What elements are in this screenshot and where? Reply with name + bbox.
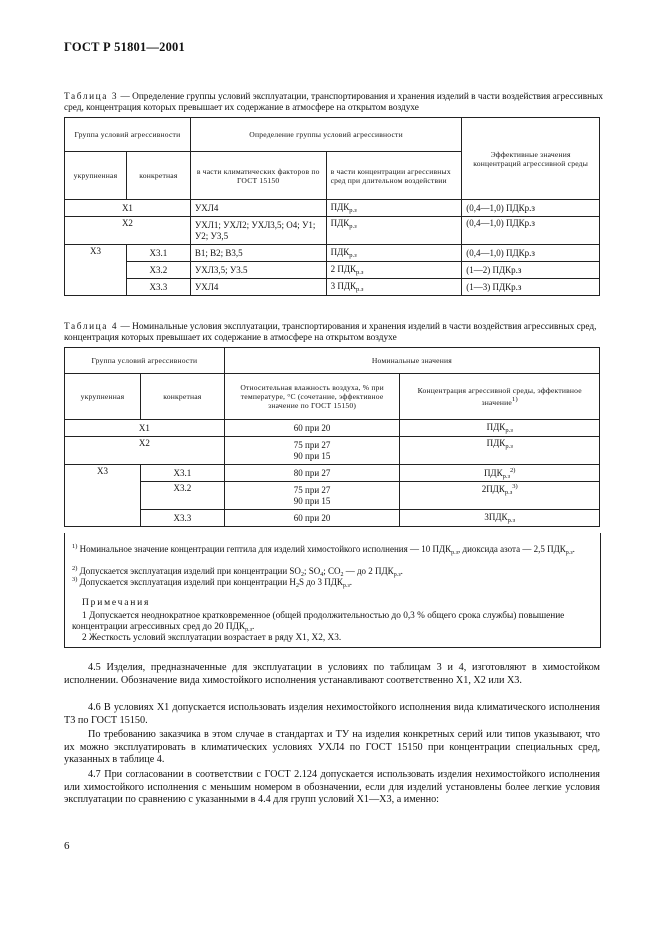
t4-specific-cell: Х3.1	[140, 465, 224, 482]
t4-header-concentration: Концентрация агрессивной среды, эффективное значение1)	[400, 374, 600, 420]
t4-conc-cell: $ПДК_{р.з}$	[400, 437, 600, 465]
table-row	[65, 262, 600, 279]
footnote-3: $^{3)}$ Допускается эксплуатация изделий при концентрации $H_2S$ до 3 $ПДК_{р.з}$.	[72, 576, 353, 589]
t3-eff-cell: (0,4—1,0) ПДКр.з	[462, 200, 600, 217]
t3-header-concentration: в части концентрации агрессивных сред при длительном воздействии	[326, 152, 462, 200]
footnote-2: $^{2)}$ Допускается эксплуатация изделий при концентрации $SO_2$; $SO_4$; $CO_2$ — до 2 $ПДК_{р.з}$.	[72, 565, 403, 578]
t3-group-cell: Х3	[65, 245, 127, 296]
table3	[64, 117, 600, 296]
t3-header-definition: Определение группы условий агрессивности	[190, 118, 461, 152]
table4-label: Таблица 4	[64, 322, 119, 332]
t3-specific-cell: Х3.3	[126, 279, 190, 296]
t3-conc-cell: $ПДК_{р.з}$	[326, 217, 462, 245]
t4-humidity-cell: 80 при 27	[224, 465, 400, 482]
note-2: 2 Жесткость условий эксплуатации возрастает в ряду Х1, Х2, Х3.	[82, 633, 342, 643]
table4	[64, 347, 600, 527]
table-row	[65, 279, 600, 296]
table3-caption: Таблица 3 — Определение группы условий эксплуатации, транспортирования и хранения изделий в части воздействия агрессивных сред, концентрация которых превышает их содержание в атмосфере на открытом воздухе	[64, 92, 604, 114]
t4-header-group: Группа условий агрессивности	[65, 348, 225, 374]
t3-climate-cell: УХЛ1; УХЛ2; УХЛ3,5; О4; У1; У2; У3,5	[190, 217, 326, 245]
table4-caption: Таблица 4 — Номинальные условия эксплуатации, транспортирования и хранения изделий в части воздействия агрессивных сред, концентрация которых превышает их содержание в атмосфере на открытом воздухе	[64, 322, 597, 344]
table-row	[65, 482, 600, 510]
t3-header-enlarged: укрупненная	[65, 152, 127, 200]
t4-humidity-cell: 75 при 27 90 при 15	[224, 437, 400, 465]
t3-group-cell: Х1	[65, 200, 191, 217]
t3-conc-cell: $ПДК_{р.з}$	[326, 245, 462, 262]
table-row	[65, 200, 600, 217]
t3-eff-cell: (1—2) ПДКр.з	[462, 262, 600, 279]
page-number: 6	[64, 840, 70, 852]
t4-header-specific: конкретная	[140, 374, 224, 420]
t4-group-cell: Х2	[65, 437, 225, 465]
t3-eff-cell: (0,4—1,0) ПДКр.з	[462, 245, 600, 262]
t4-humidity-cell: 75 при 27 90 при 15	[224, 482, 400, 510]
t3-conc-cell: $ПДК_{р.з}$	[326, 200, 462, 217]
t3-climate-cell: УХЛ4	[190, 279, 326, 296]
table-row	[65, 437, 600, 465]
t3-climate-cell: УХЛ3,5; У3.5	[190, 262, 326, 279]
t4-conc-cell: $2ПДК_{р.з}^{3)}$	[400, 482, 600, 510]
t4-humidity-cell: 60 при 20	[224, 420, 400, 437]
table3-label: Таблица 3	[64, 92, 119, 102]
t3-climate-cell: В1; В2; В3,5	[190, 245, 326, 262]
table-row	[65, 245, 600, 262]
table-row	[65, 465, 600, 482]
t4-conc-cell: $3ПДК_{р.з}$	[400, 510, 600, 527]
note-1: 1 Допускается неоднократное кратковременное (общей продолжительностью до 0,3 % общего срока службы) повышение концентрации агрессивных сред до 20 $ПДК_{р.з}$.	[72, 611, 565, 633]
footnote-1: $^{1)}$ Номинальное значение концентрации гептила для изделий химостойкого исполнения — 10 $ПДК_{р.з}$, диоксида азота — 2,5 $ПДК_{р.з}$.	[72, 543, 575, 556]
t4-group-cell: Х1	[65, 420, 225, 437]
table-row	[65, 420, 600, 437]
t3-header-group: Группа условий агрессивности	[65, 118, 191, 152]
t3-group-cell: Х2	[65, 217, 191, 245]
notes-title: Примечания	[82, 598, 151, 608]
t3-eff-cell: (1—3) ПДКр.з	[462, 279, 600, 296]
table-row	[65, 217, 600, 245]
t3-header-climate: в части климатических факторов по ГОСТ 15150	[190, 152, 326, 200]
t3-header-specific: конкретная	[126, 152, 190, 200]
t3-eff-cell: (0,4—1,0) ПДКр.з	[462, 217, 600, 245]
t3-header-effective: Эффективные значения концентраций агрессивной среды	[462, 118, 600, 200]
t4-specific-cell: Х3.2	[140, 482, 224, 510]
paragraph-4-7: 4.7 При согласовании в соответствии с ГОСТ 2.124 допускается использовать изделия нехимостойкого исполнения или химостойкого исполнения с меньшим номером в обозначении, если для изделий установлены более легкие условия эксплуатации по сравнению с указанными в 4.4 для групп условий Х1—Х3, а именно:	[64, 769, 600, 806]
t4-conc-cell: $ПДК_{р.з}^{2)}$	[400, 465, 600, 482]
t3-conc-cell: 3 $ПДК_{р.з}$	[326, 279, 462, 296]
t3-specific-cell: Х3.1	[126, 245, 190, 262]
t4-humidity-cell: 60 при 20	[224, 510, 400, 527]
t3-conc-cell: 2 $ПДК_{р.з}$	[326, 262, 462, 279]
t4-header-enlarged: укрупненная	[65, 374, 141, 420]
t4-header-humidity: Относительная влажность воздуха, % при температуре, °С (сочетание, эффективное значение по ГОСТ 15150)	[224, 374, 400, 420]
paragraph-4-5: 4.5 Изделия, предназначенные для эксплуатации в условиях по таблицам 3 и 4, изготовляют в химостойком исполнении. Обозначение вида химостойкого исполнения устанавливают соответственно Х1, Х2 или Х3.	[64, 662, 600, 686]
t4-conc-cell: $ПДК_{р.з}$	[400, 420, 600, 437]
t3-specific-cell: Х3.2	[126, 262, 190, 279]
table-row	[65, 510, 600, 527]
standard-header: ГОСТ Р 51801—2001	[64, 40, 185, 54]
t4-group-cell: Х3	[65, 465, 141, 527]
paragraph-4-6-b: По требованию заказчика в этом случае в стандартах и ТУ на изделия конкретных серий или типов указывают, что их можно эксплуатировать в климатических условиях УХЛ4 по ГОСТ 15150 при концентрации специальных сред, указанных в таблице 4.	[64, 729, 600, 766]
paragraph-4-6: 4.6 В условиях Х1 допускается использовать изделия нехимостойкого исполнения вида климатического исполнения Т3 по ГОСТ 15150.	[64, 702, 600, 726]
t4-header-nominal: Номинальные значения	[224, 348, 599, 374]
t4-specific-cell: Х3.3	[140, 510, 224, 527]
t3-climate-cell: УХЛ4	[190, 200, 326, 217]
